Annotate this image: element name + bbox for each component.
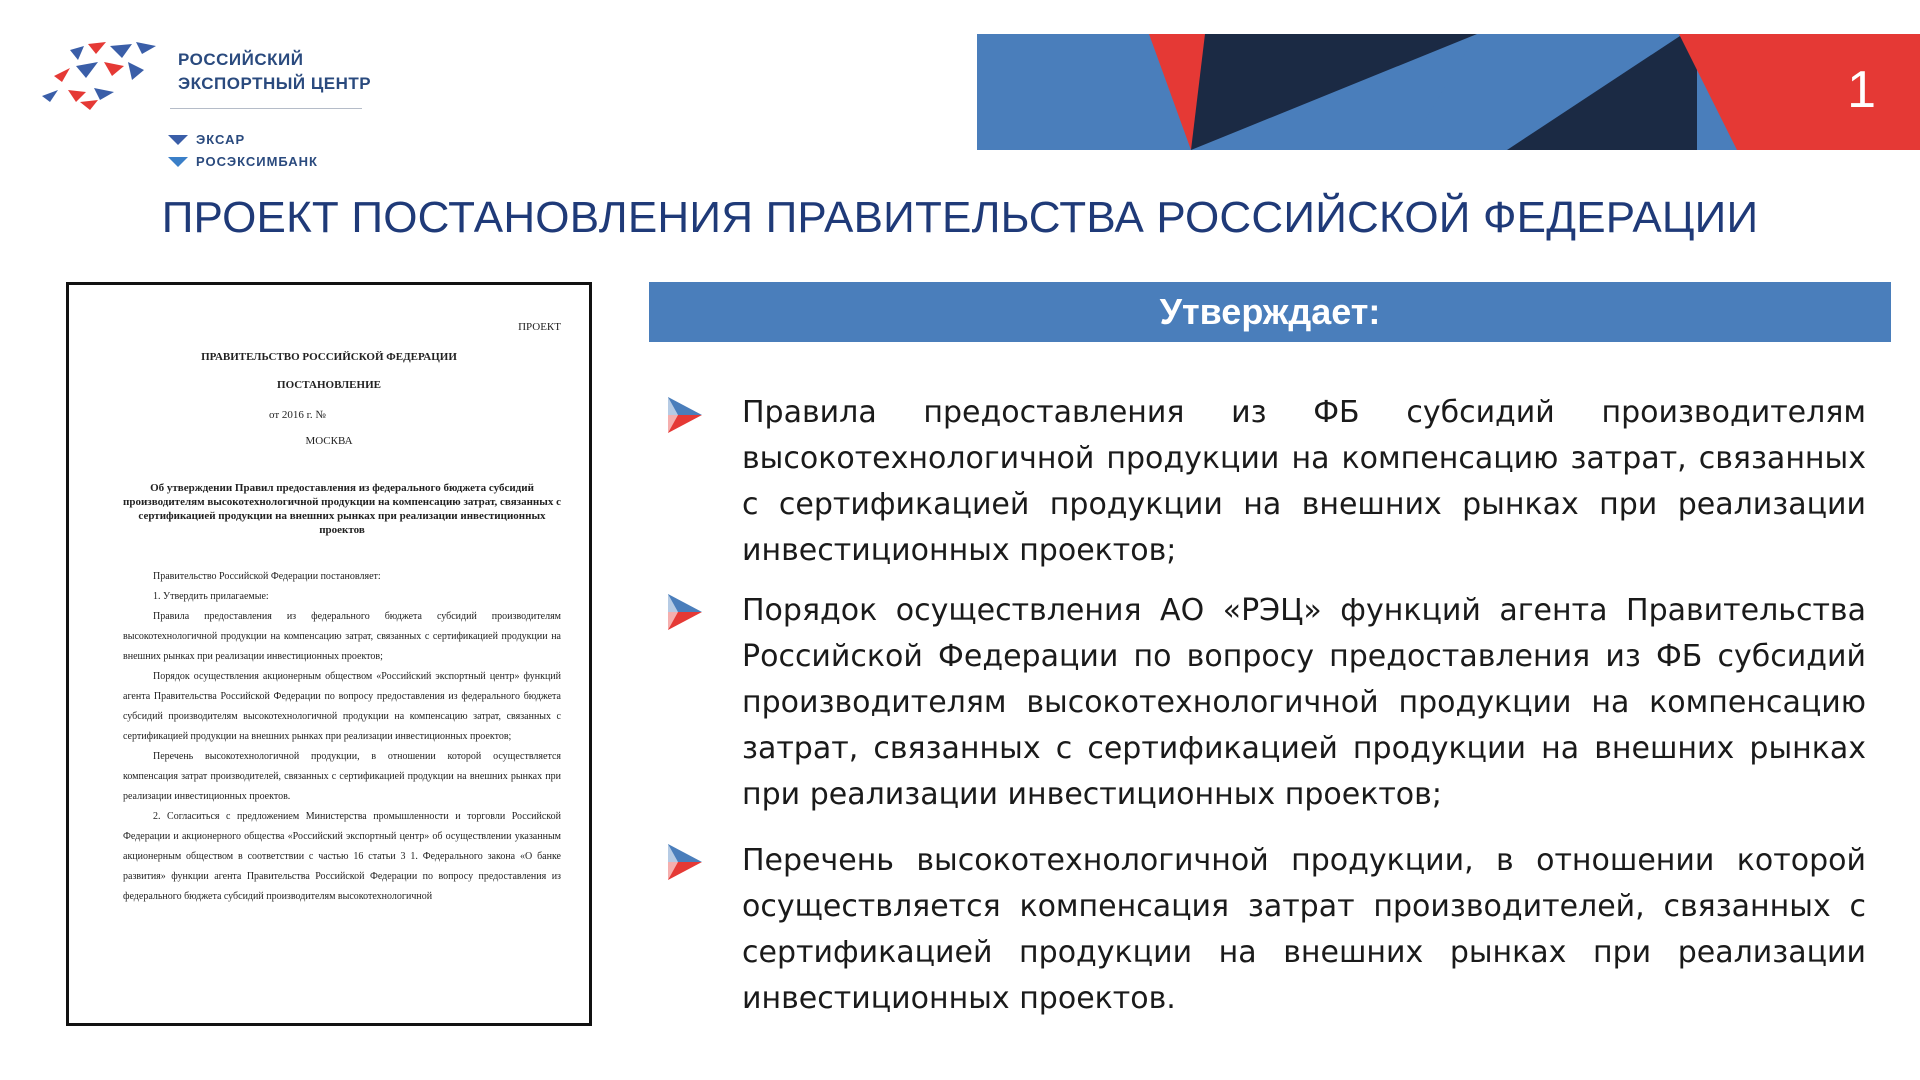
doc-paragraph: 1. Утвердить прилагаемые: [153, 591, 269, 602]
sub-logo-exar [168, 132, 245, 147]
sub-logo-roseximbank-label: РОСЭКСИМБАНК [196, 154, 318, 169]
roseximbank-triangle-icon [168, 157, 188, 167]
doc-paragraph: 2. Согласиться с предложением Министерства промышленности и торговли Российской Федерации и акционерного общества «Российский экспортный центр» об осуществлении указанным акционерным обществом в соответствии с частью 16 статьи 3 1. Федерального закона «О банке развития» функции агента Правительства Российской Федерации по вопросу предоставления из федерального бюджета субсидий производителям высокотехнологичной [123, 811, 561, 902]
page-number: 1 [1847, 61, 1876, 119]
doc-paragraph: Перечень высокотехнологичной продукции, в отношении которой осуществляется компенсация затрат производителей, связанных с сертификацией продукции на внешних рынках при реализации инвестиционных проектов. [123, 751, 561, 802]
flag-bullet-icon [666, 842, 706, 882]
doc-stamp: ПРОЕКТ [518, 321, 561, 333]
sub-logo-exar-label: ЭКСАР [196, 132, 246, 147]
document-preview [66, 282, 592, 1026]
list-item: Перечень высокотехнологичной продукции, в отношении которой осуществляется компенсация затрат производителей, связанных с сертификацией продукции на внешних рынках при реализации инвестиционных проектов. [742, 843, 1866, 1016]
flag-bullet-icon [666, 395, 706, 435]
list-item: Правила предоставления из ФБ субсидий производителям высокотехнологичной продукции на компенсацию затрат, связанных с сертификацией продукции на внешних рынках при реализации инвестиционных проектов; [742, 395, 1866, 568]
doc-heading: ПРАВИТЕЛЬСТВО РОССИЙСКОЙ ФЕДЕРАЦИИ [201, 351, 457, 363]
doc-paragraph: Правительство Российской Федерации постановляет: [153, 571, 381, 582]
doc-city: МОСКВА [305, 435, 353, 447]
doc-paragraph: Правила предоставления из федерального бюджета субсидий производителям высокотехнологичной продукции на компенсацию затрат, связанных с сертификацией продукции на внешних рынках при реализации инвестиционных проектов; [123, 611, 561, 662]
header-banner [977, 34, 1920, 150]
list-item: Порядок осуществления АО «РЭЦ» функций агента Правительства Российской Федерации по вопросу предоставления из ФБ субсидий производителям высокотехнологичной продукции на компенсацию затрат, связанных с сертификацией продукции на внешних рынках при реализации инвестиционных проектов; [742, 593, 1866, 812]
sub-logo-roseximbank [168, 154, 318, 169]
section-header: Утверждает: [649, 282, 1891, 342]
logo-text [178, 48, 371, 96]
doc-body [123, 567, 561, 907]
logo-text-line1: РОССИЙСКИЙ [178, 50, 304, 69]
logo-divider [170, 108, 362, 109]
doc-type: ПОСТАНОВЛЕНИЕ [277, 379, 381, 391]
logo-text-line2: ЭКСПОРТНЫЙ ЦЕНТР [178, 74, 372, 93]
page-title: ПРОЕКТ ПОСТАНОВЛЕНИЯ ПРАВИТЕЛЬСТВА РОССИЙСКОЙ ФЕДЕРАЦИИ [161, 193, 1759, 242]
flag-bullet-icon [666, 592, 706, 632]
doc-subject: Об утверждении Правил предоставления из федерального бюджета субсидий производителям высокотехнологичной продукции на компенсацию затрат, связанных с сертификацией продукции на внешних рынках при реализации инвестиционных проектов [123, 482, 561, 536]
exar-triangle-icon [168, 135, 188, 145]
rec-logo-icon [40, 40, 160, 112]
doc-paragraph: Порядок осуществления акционерным обществом «Российский экспортный центр» функций агента Правительства Российской Федерации по вопросу предоставления из федерального бюджета субсидий производителям высокотехнологичной продукции на компенсацию затрат, связанных с сертификацией продукции на внешних рынках при реализации инвестиционных проектов; [123, 671, 561, 742]
doc-date: от 2016 г. № [269, 409, 326, 421]
